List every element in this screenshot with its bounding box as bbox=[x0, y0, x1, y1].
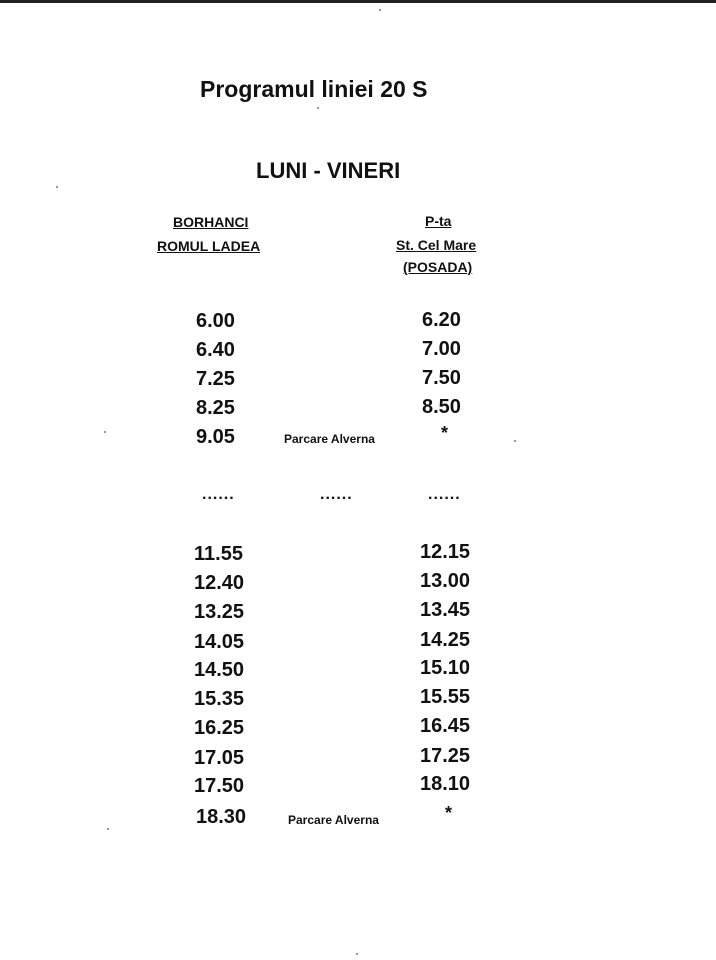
depart-time: 6.40 bbox=[196, 339, 235, 361]
separator-dots-middle: ...... bbox=[320, 486, 353, 503]
depart-time: 8.25 bbox=[196, 397, 235, 419]
right-header-line-3: (POSADA) bbox=[403, 259, 473, 275]
separator-dots-right: ...... bbox=[428, 486, 461, 503]
scan-speck bbox=[104, 431, 106, 433]
right-header-line-2: St. Cel Mare bbox=[396, 237, 477, 253]
separator-dots-left: ...... bbox=[202, 486, 235, 503]
page-title: Programul liniei 20 S bbox=[200, 76, 428, 102]
right-header-line-1: P-ta bbox=[425, 213, 452, 229]
left-header-line-1: BORHANCI bbox=[173, 214, 249, 230]
arrive-time: 8.50 bbox=[422, 396, 461, 418]
depart-time: 7.25 bbox=[196, 368, 235, 390]
parking-note: Parcare Alverna bbox=[284, 432, 375, 446]
depart-time: 14.50 bbox=[194, 659, 245, 681]
depart-time: 9.05 bbox=[196, 426, 235, 448]
scan-speck bbox=[317, 107, 319, 109]
depart-time: 13.25 bbox=[194, 601, 245, 623]
arrive-time: 15.55 bbox=[420, 686, 471, 708]
arrive-time: 12.15 bbox=[420, 541, 471, 563]
depart-time: 6.00 bbox=[196, 310, 235, 332]
left-header-line-2: ROMUL LADEA bbox=[157, 238, 261, 254]
parking-note: Parcare Alverna bbox=[288, 813, 379, 827]
depart-time: 17.05 bbox=[194, 747, 245, 769]
arrive-time: 13.00 bbox=[420, 570, 471, 592]
depart-time: 17.50 bbox=[194, 775, 245, 797]
arrive-time: 16.45 bbox=[420, 715, 471, 737]
arrive-time: 13.45 bbox=[420, 599, 471, 621]
depart-time: 12.40 bbox=[194, 572, 245, 594]
depart-time: 16.25 bbox=[194, 717, 245, 739]
depart-time: 11.55 bbox=[194, 543, 243, 565]
arrive-time: 17.25 bbox=[420, 745, 471, 767]
arrive-time: 14.25 bbox=[420, 629, 471, 651]
depart-time: 15.35 bbox=[194, 688, 245, 710]
arrive-time: 6.20 bbox=[422, 309, 461, 331]
depart-time: 18.30 bbox=[196, 806, 247, 828]
arrive-time: 18.10 bbox=[420, 773, 471, 795]
scan-speck bbox=[514, 440, 516, 442]
arrive-time: 15.10 bbox=[420, 657, 471, 679]
depart-time: 14.05 bbox=[194, 631, 245, 653]
scan-speck bbox=[107, 828, 109, 830]
scan-speck bbox=[56, 186, 58, 188]
arrive-time: 7.50 bbox=[422, 367, 461, 389]
top-edge-line bbox=[0, 0, 716, 3]
scan-speck bbox=[379, 9, 381, 11]
scan-speck bbox=[356, 953, 358, 955]
days-heading: LUNI - VINERI bbox=[256, 158, 401, 183]
arrive-time: 7.00 bbox=[422, 338, 461, 360]
arrive-asterisk: * bbox=[441, 423, 449, 443]
arrive-asterisk: * bbox=[445, 803, 453, 823]
